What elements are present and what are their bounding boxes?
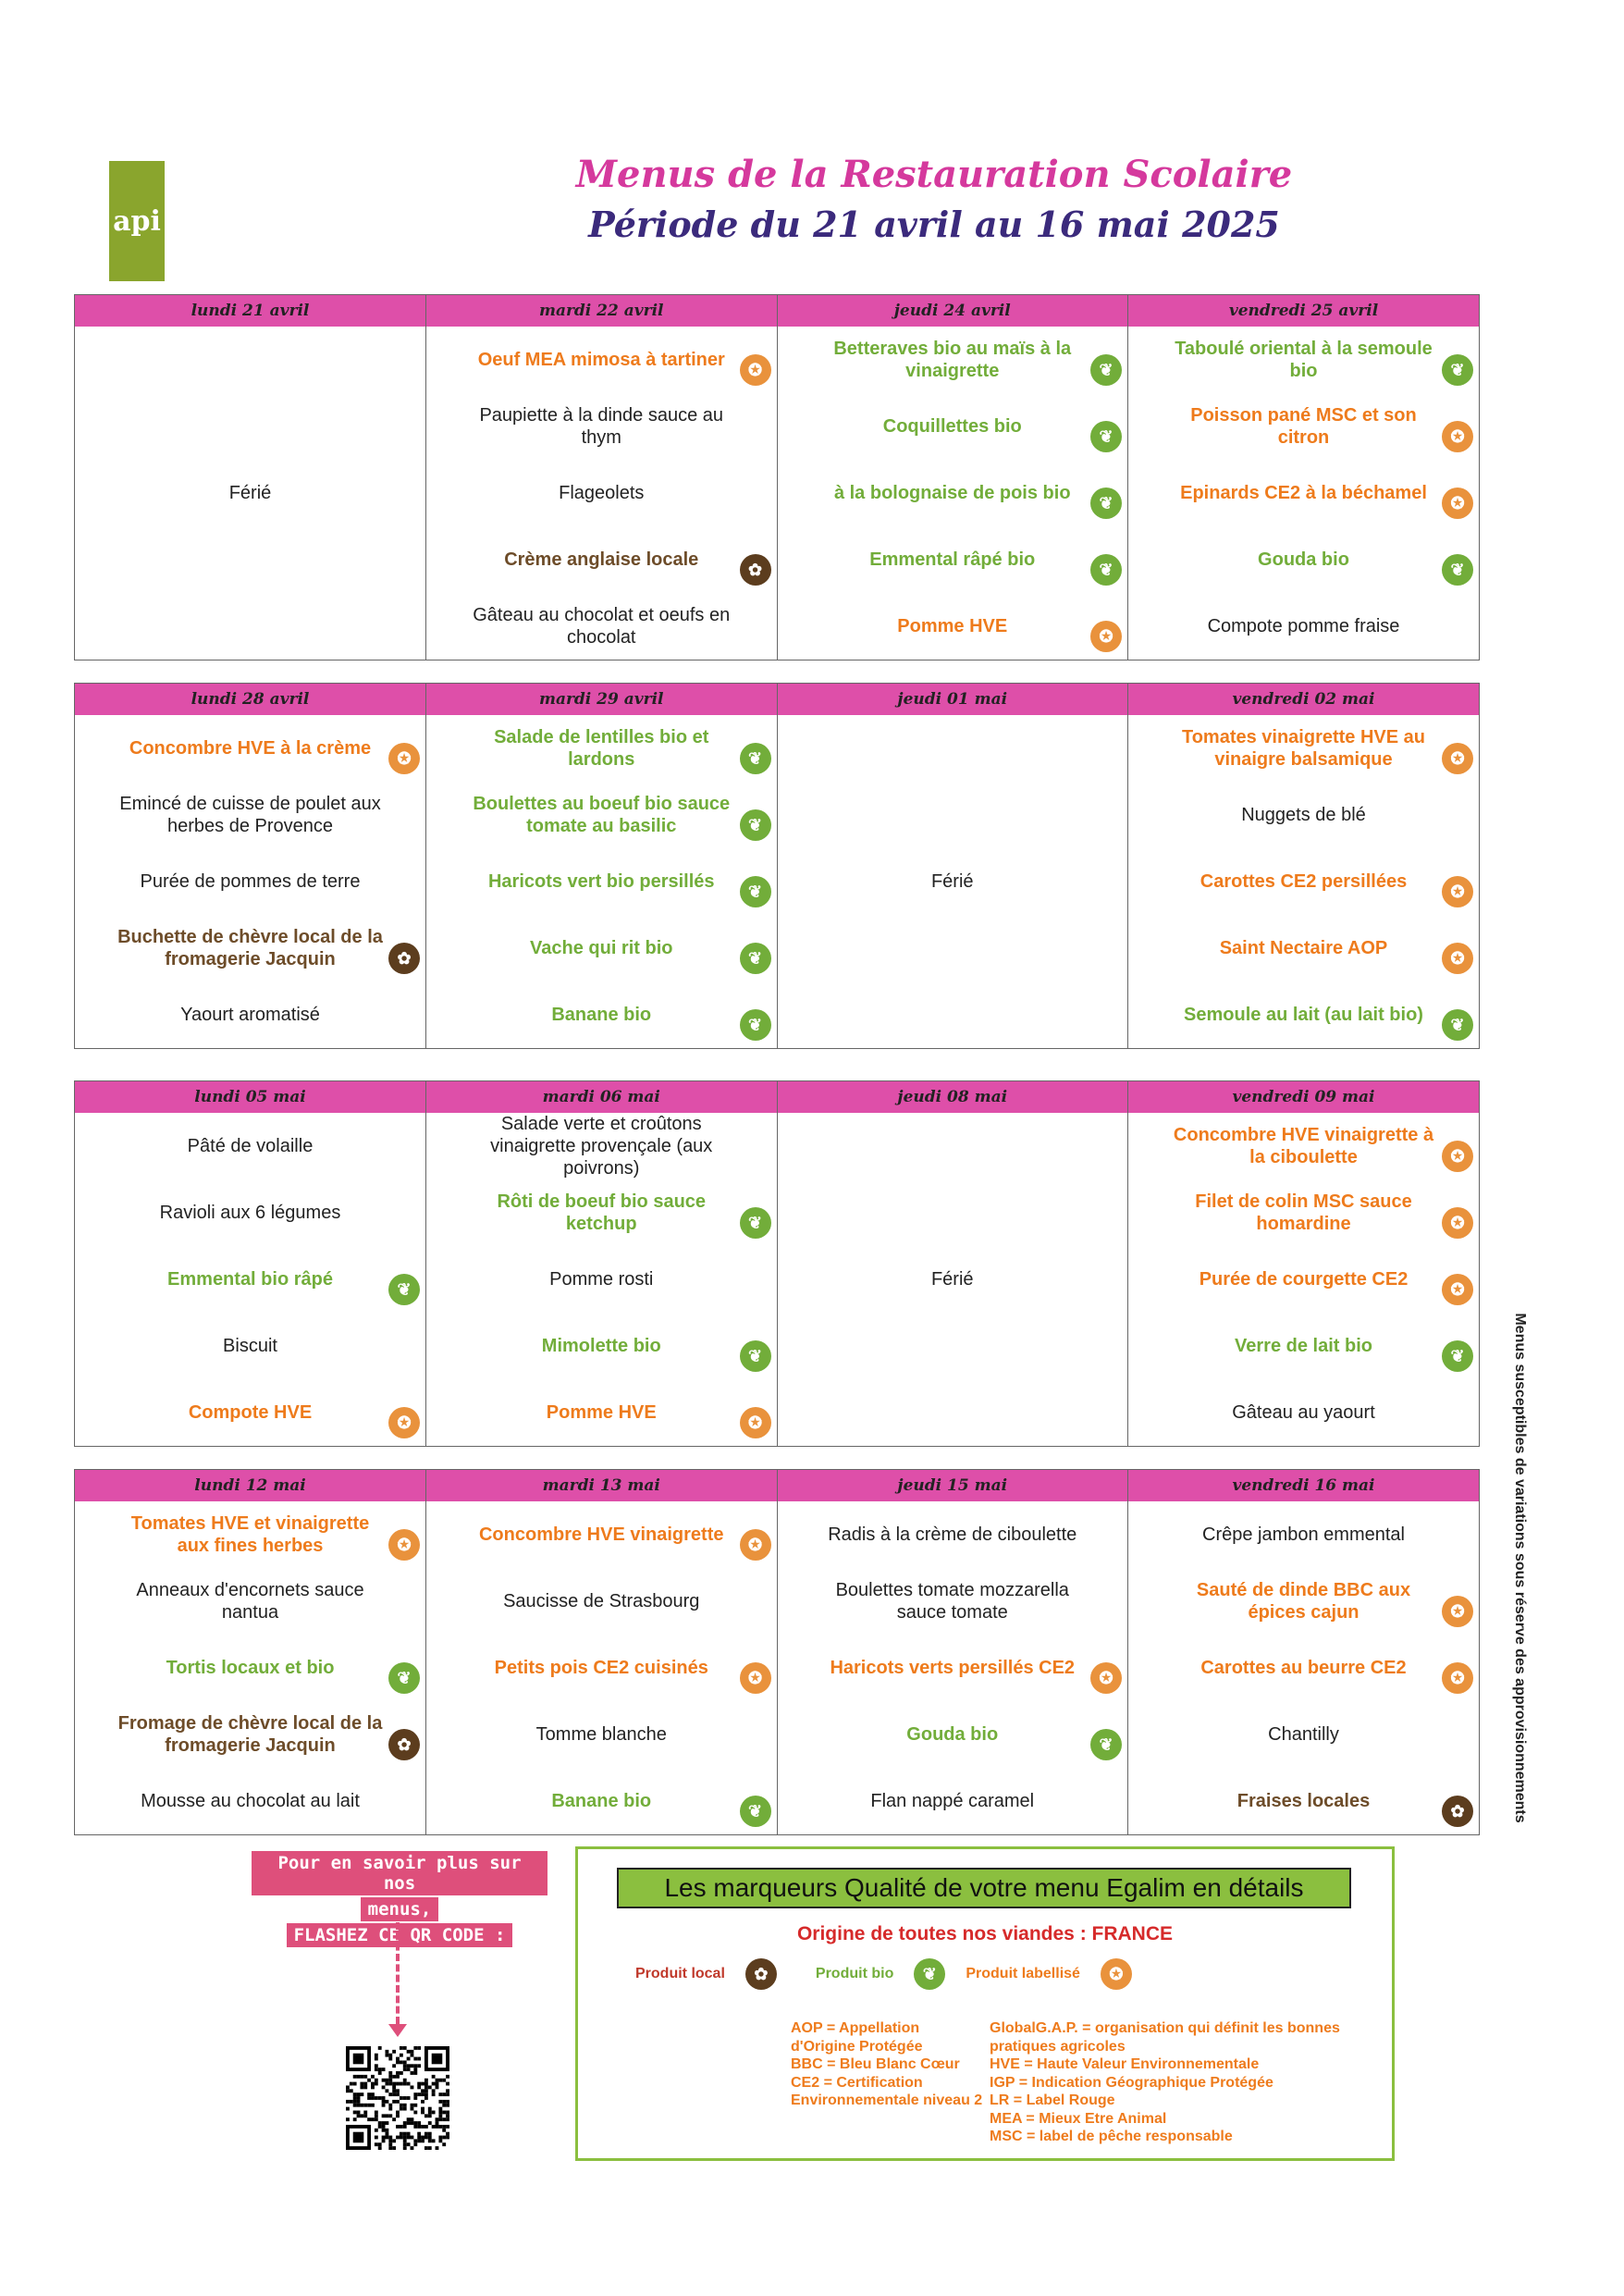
legend-local-label: Produit local bbox=[635, 1966, 725, 1981]
day-menu-cell bbox=[426, 1113, 778, 1446]
menu-item bbox=[75, 1701, 425, 1768]
menu-item bbox=[75, 915, 425, 981]
label-medal-icon: ✪ bbox=[1090, 1662, 1122, 1694]
menu-item bbox=[75, 1246, 425, 1313]
menu-item bbox=[426, 1701, 777, 1768]
abbreviation-line: BBC = Bleu Blanc Cœur bbox=[791, 2056, 960, 2072]
menu-item-text: Haricots verts persillés CE2 bbox=[830, 1658, 1076, 1678]
menu-item bbox=[1128, 1635, 1479, 1701]
menu-item bbox=[1128, 393, 1479, 460]
day-menu-cell bbox=[1128, 1113, 1480, 1446]
label-medal-icon: ✪ bbox=[1101, 1958, 1132, 1990]
menu-item bbox=[426, 848, 777, 915]
label-medal-icon: ✪ bbox=[1442, 943, 1473, 974]
bio-leaf-icon: ❦ bbox=[1442, 354, 1473, 386]
menu-item-text: Saucisse de Strasbourg bbox=[503, 1591, 700, 1611]
day-menu-cell bbox=[75, 715, 426, 1048]
menu-item-text: Compote pomme fraise bbox=[1207, 616, 1400, 636]
menu-item-text: Crêpe jambon emmental bbox=[1202, 1524, 1405, 1545]
supply-disclaimer: Menus susceptibles de variations sous réserve des approvisionnements bbox=[1512, 1313, 1528, 1823]
day-header: jeudi 24 avril bbox=[777, 295, 1128, 327]
menu-item bbox=[426, 1501, 777, 1568]
menu-item bbox=[1128, 1701, 1479, 1768]
abbreviation-line: CE2 = Certification bbox=[791, 2074, 923, 2091]
label-medal-icon: ✪ bbox=[1442, 1274, 1473, 1305]
menu-item-text: Concombre HVE vinaigrette bbox=[478, 1524, 724, 1545]
bio-leaf-icon: ❦ bbox=[740, 1009, 771, 1041]
menu-item-text: Tomates vinaigrette HVE au vinaigre balsamique bbox=[1181, 727, 1426, 770]
menu-item bbox=[1128, 782, 1479, 848]
menu-item bbox=[426, 1246, 777, 1313]
menu-item bbox=[1128, 1768, 1479, 1834]
menu-item bbox=[1128, 1246, 1479, 1313]
menu-item bbox=[426, 327, 777, 393]
menu-item-text: Oeuf MEA mimosa à tartiner bbox=[477, 350, 725, 370]
legend-label-label: Produit labellisé bbox=[966, 1966, 1080, 1981]
menu-item-text: Tomates HVE et vinaigrette aux fines herbes bbox=[130, 1513, 370, 1556]
menu-item-text: Coquillettes bio bbox=[882, 416, 1022, 437]
menu-item bbox=[1128, 981, 1479, 1048]
abbreviation-line: Environnementale niveau 2 bbox=[791, 2092, 983, 2108]
menu-item bbox=[1128, 1501, 1479, 1568]
arrow-head-icon bbox=[388, 2024, 407, 2037]
menu-item bbox=[426, 593, 777, 660]
menu-item bbox=[426, 1379, 777, 1446]
menu-item bbox=[75, 1568, 425, 1635]
day-menu-cell bbox=[75, 1501, 426, 1834]
menu-item-text: Pomme rosti bbox=[549, 1269, 654, 1290]
day-menu-cell bbox=[1128, 327, 1480, 660]
day-header: mardi 06 mai bbox=[426, 1081, 778, 1113]
menu-item bbox=[75, 1313, 425, 1379]
menu-item-text: Radis à la crème de ciboulette bbox=[828, 1524, 1077, 1545]
menu-item bbox=[778, 1501, 1128, 1568]
menu-item-text: Flan nappé caramel bbox=[870, 1791, 1035, 1811]
menu-item-text: Emmental bio râpé bbox=[167, 1269, 333, 1290]
day-header: vendredi 16 mai bbox=[1128, 1470, 1480, 1501]
day-header: mardi 29 avril bbox=[426, 684, 778, 715]
menu-item-text: Sauté de dinde BBC aux épices cajun bbox=[1196, 1580, 1411, 1623]
menu-item-text: Carottes au beurre CE2 bbox=[1200, 1658, 1407, 1678]
abbreviation-line: MEA = Mieux Etre Animal bbox=[990, 2110, 1167, 2127]
menu-item bbox=[778, 1701, 1128, 1768]
menu-item-text: Gouda bio bbox=[1258, 549, 1349, 570]
bio-leaf-icon: ❦ bbox=[740, 1207, 771, 1239]
menu-item bbox=[778, 526, 1128, 593]
menu-item-text: à la bolognaise de pois bio bbox=[833, 483, 1071, 503]
menu-item bbox=[1128, 848, 1479, 915]
page-title: Menus de la Restauration Scolaire bbox=[575, 153, 1293, 196]
label-medal-icon: ✪ bbox=[1090, 621, 1122, 652]
label-medal-icon: ✪ bbox=[740, 1407, 771, 1438]
menu-item-text: Rôti de boeuf bio sauce ketchup bbox=[497, 1191, 707, 1234]
menu-item-text: Filet de colin MSC sauce homardine bbox=[1195, 1191, 1412, 1234]
menu-item bbox=[778, 460, 1128, 526]
day-header: mardi 22 avril bbox=[426, 295, 778, 327]
day-menu-cell bbox=[426, 715, 778, 1048]
day-header: vendredi 09 mai bbox=[1128, 1081, 1480, 1113]
menu-item-text: Pâté de volaille bbox=[187, 1136, 314, 1156]
menu-item-text: Salade verte et croûtons vinaigrette provençale (aux poivrons) bbox=[490, 1114, 713, 1179]
bio-leaf-icon: ❦ bbox=[740, 743, 771, 774]
local-product-icon: ✿ bbox=[740, 554, 771, 586]
menu-item bbox=[426, 981, 777, 1048]
bio-leaf-icon: ❦ bbox=[1090, 1729, 1122, 1760]
abbreviation-line: HVE = Haute Valeur Environnementale bbox=[990, 2056, 1260, 2072]
menu-item bbox=[75, 1768, 425, 1834]
label-medal-icon: ✪ bbox=[1442, 488, 1473, 519]
label-medal-icon: ✪ bbox=[1442, 1662, 1473, 1694]
label-medal-icon: ✪ bbox=[1442, 876, 1473, 907]
legend-keys bbox=[635, 1958, 1132, 1990]
abbreviation-line: LR = Label Rouge bbox=[990, 2092, 1115, 2108]
menu-item bbox=[426, 393, 777, 460]
abbreviation-line: GlobalG.A.P. = organisation qui définit les bonnes bbox=[990, 2020, 1340, 2036]
menu-item bbox=[426, 1568, 777, 1635]
day-menu-cell bbox=[777, 1501, 1128, 1834]
abbreviation-line: pratiques agricoles bbox=[990, 2038, 1126, 2055]
bio-leaf-icon: ❦ bbox=[1442, 1340, 1473, 1372]
menu-item-text: Banane bio bbox=[551, 1791, 652, 1811]
menu-item-text: Gâteau au chocolat et oeufs en chocolat bbox=[473, 605, 731, 648]
holiday-label: Férié bbox=[228, 482, 272, 503]
menu-item bbox=[75, 782, 425, 848]
local-product-icon: ✿ bbox=[745, 1958, 777, 1990]
day-header: lundi 05 mai bbox=[75, 1081, 426, 1113]
menu-item bbox=[426, 915, 777, 981]
menu-item-text: Boulettes tomate mozzarella sauce tomate bbox=[835, 1580, 1069, 1623]
abbr-left bbox=[791, 2019, 982, 2110]
menu-item bbox=[426, 1113, 777, 1179]
menu-item bbox=[426, 1768, 777, 1834]
bio-leaf-icon: ❦ bbox=[1090, 354, 1122, 386]
menu-item-text: Poisson pané MSC et son citron bbox=[1190, 405, 1417, 448]
menu-item bbox=[75, 981, 425, 1048]
qr-code[interactable] bbox=[346, 2046, 449, 2150]
menu-item-text: Saint Nectaire AOP bbox=[1219, 938, 1388, 958]
menu-item-text: Pomme HVE bbox=[546, 1402, 657, 1423]
menu-item-text: Buchette de chèvre local de la fromagerie Jacquin bbox=[117, 927, 383, 969]
menu-item-text: Semoule au lait (au lait bio) bbox=[1184, 1005, 1423, 1025]
menu-item-text: Mimolette bio bbox=[541, 1336, 661, 1356]
menu-item-text: Petits pois CE2 cuisinés bbox=[494, 1658, 708, 1678]
day-header: mardi 13 mai bbox=[426, 1470, 778, 1501]
day-menu-cell bbox=[75, 1113, 426, 1446]
menu-item bbox=[1128, 1568, 1479, 1635]
menu-item-text: Epinards CE2 à la béchamel bbox=[1180, 483, 1427, 503]
menu-item-text: Concombre HVE vinaigrette à la ciboulette bbox=[1173, 1125, 1434, 1167]
local-product-icon: ✿ bbox=[388, 943, 420, 974]
abbreviation-line: MSC = label de pêche responsable bbox=[990, 2129, 1233, 2144]
bio-leaf-icon: ❦ bbox=[388, 1662, 420, 1694]
day-menu-cell bbox=[1128, 715, 1480, 1048]
bio-leaf-icon: ❦ bbox=[388, 1274, 420, 1305]
menu-item bbox=[75, 1635, 425, 1701]
menu-item-text: Biscuit bbox=[223, 1336, 277, 1356]
menu-item bbox=[75, 1501, 425, 1568]
promo-line: Pour en savoir plus sur nos bbox=[252, 1851, 547, 1895]
bio-leaf-icon: ❦ bbox=[1090, 488, 1122, 519]
menu-item-text: Salade de lentilles bio et lardons bbox=[494, 727, 709, 770]
bio-leaf-icon: ❦ bbox=[740, 1340, 771, 1372]
menu-item-text: Haricots vert bio persillés bbox=[487, 871, 715, 892]
menu-item-text: Purée de courgette CE2 bbox=[1199, 1269, 1409, 1290]
day-header: lundi 21 avril bbox=[75, 295, 426, 327]
day-menu-cell bbox=[777, 715, 1128, 1048]
menu-item bbox=[1128, 327, 1479, 393]
menu-item bbox=[778, 1768, 1128, 1834]
menu-item bbox=[426, 526, 777, 593]
period-subtitle: Période du 21 avril au 16 mai 2025 bbox=[588, 204, 1280, 245]
local-product-icon: ✿ bbox=[388, 1729, 420, 1760]
menu-item bbox=[778, 1635, 1128, 1701]
menu-item-text: Taboulé oriental à la semoule bio bbox=[1175, 339, 1433, 381]
holiday-label: Férié bbox=[930, 1268, 974, 1290]
menu-item bbox=[75, 1179, 425, 1246]
label-medal-icon: ✪ bbox=[1442, 743, 1473, 774]
menu-item bbox=[1128, 1113, 1479, 1179]
bio-leaf-icon: ❦ bbox=[914, 1958, 945, 1990]
menu-item-text: Banane bio bbox=[551, 1005, 652, 1025]
day-header: vendredi 25 avril bbox=[1128, 295, 1480, 327]
menu-item bbox=[1128, 715, 1479, 782]
day-header: lundi 28 avril bbox=[75, 684, 426, 715]
menu-item-text: Fraises locales bbox=[1236, 1791, 1371, 1811]
menu-item bbox=[426, 1179, 777, 1246]
menu-item bbox=[1128, 593, 1479, 660]
day-menu-cell bbox=[426, 1501, 778, 1834]
menu-item bbox=[426, 1635, 777, 1701]
menu-item-text: Crème anglaise locale bbox=[504, 549, 699, 570]
abbreviation-line: d'Origine Protégée bbox=[791, 2038, 923, 2055]
menu-item-text: Ravioli aux 6 légumes bbox=[159, 1203, 341, 1223]
label-medal-icon: ✪ bbox=[1442, 1141, 1473, 1172]
menu-item-text: Anneaux d'encornets sauce nantua bbox=[136, 1580, 364, 1623]
menu-item bbox=[1128, 915, 1479, 981]
menu-item bbox=[778, 593, 1128, 660]
menu-item-text: Gouda bio bbox=[906, 1724, 999, 1745]
bio-leaf-icon: ❦ bbox=[1090, 554, 1122, 586]
menu-item bbox=[1128, 1379, 1479, 1446]
local-product-icon: ✿ bbox=[1442, 1796, 1473, 1827]
menu-item bbox=[75, 1379, 425, 1446]
day-menu-cell bbox=[426, 327, 778, 660]
bio-leaf-icon: ❦ bbox=[1442, 554, 1473, 586]
menu-item bbox=[778, 1568, 1128, 1635]
menu-item bbox=[1128, 460, 1479, 526]
promo-line: FLASHEZ CE QR CODE : bbox=[287, 1923, 513, 1947]
week-menu-table bbox=[74, 1080, 1480, 1447]
menu-item bbox=[426, 715, 777, 782]
menu-item-text: Carottes CE2 persillées bbox=[1200, 871, 1408, 892]
menu-item-text: Tortis locaux et bio bbox=[166, 1658, 335, 1678]
menu-item-text: Yaourt aromatisé bbox=[180, 1005, 320, 1025]
menu-item-text: Flageolets bbox=[559, 483, 645, 503]
week-menu-table bbox=[74, 1469, 1480, 1835]
abbr-right bbox=[990, 2019, 1340, 2146]
day-header: vendredi 02 mai bbox=[1128, 684, 1480, 715]
menu-item-text: Verre de lait bio bbox=[1235, 1336, 1372, 1356]
menu-item-text: Purée de pommes de terre bbox=[140, 871, 361, 892]
menu-item bbox=[426, 460, 777, 526]
day-menu-cell bbox=[1128, 1501, 1480, 1834]
label-medal-icon: ✪ bbox=[1442, 1207, 1473, 1239]
menu-item bbox=[1128, 1179, 1479, 1246]
quality-legend bbox=[575, 1846, 1395, 2161]
menu-item-text: Boulettes au boeuf bio sauce tomate au basilic bbox=[473, 794, 731, 836]
menu-item bbox=[75, 715, 425, 782]
menu-item-text: Betteraves bio au maïs à la vinaigrette bbox=[833, 339, 1072, 381]
label-medal-icon: ✪ bbox=[388, 1529, 420, 1561]
menu-item bbox=[1128, 1313, 1479, 1379]
day-menu-cell bbox=[75, 327, 426, 660]
menu-item bbox=[75, 848, 425, 915]
day-menu-cell bbox=[777, 327, 1128, 660]
label-medal-icon: ✪ bbox=[1442, 421, 1473, 452]
menu-item-text: Nuggets de blé bbox=[1241, 805, 1366, 825]
bio-leaf-icon: ❦ bbox=[1442, 1009, 1473, 1041]
abbreviation-line: AOP = Appellation bbox=[791, 2020, 920, 2036]
menu-item-text: Vache qui rit bio bbox=[530, 938, 673, 958]
legend-bio-label: Produit bio bbox=[815, 1966, 894, 1981]
promo-line: menus, bbox=[361, 1897, 439, 1921]
bio-leaf-icon: ❦ bbox=[740, 1796, 771, 1827]
api-logo: api bbox=[109, 161, 165, 281]
menu-item-text: Emmental râpé bio bbox=[869, 549, 1036, 570]
menu-item bbox=[778, 327, 1128, 393]
menu-item-text: Mousse au chocolat au lait bbox=[141, 1791, 360, 1811]
label-medal-icon: ✪ bbox=[740, 1662, 771, 1694]
menu-item bbox=[1128, 526, 1479, 593]
bio-leaf-icon: ❦ bbox=[740, 943, 771, 974]
menu-item-text: Compote HVE bbox=[188, 1402, 313, 1423]
menu-item-text: Pomme HVE bbox=[897, 616, 1008, 636]
menu-item bbox=[426, 1313, 777, 1379]
menu-item-text: Tomme blanche bbox=[535, 1724, 667, 1745]
bio-leaf-icon: ❦ bbox=[1090, 421, 1122, 452]
week-menu-table bbox=[74, 683, 1480, 1049]
day-header: jeudi 01 mai bbox=[777, 684, 1128, 715]
menu-item-text: Gâteau au yaourt bbox=[1232, 1402, 1375, 1423]
legend-title: Les marqueurs Qualité de votre menu Egalim en détails bbox=[617, 1868, 1351, 1908]
label-medal-icon: ✪ bbox=[740, 354, 771, 386]
week-menu-table bbox=[74, 294, 1480, 660]
label-medal-icon: ✪ bbox=[388, 1407, 420, 1438]
menu-item-text: Paupiette à la dinde sauce au thym bbox=[479, 405, 724, 448]
day-header: jeudi 08 mai bbox=[777, 1081, 1128, 1113]
bio-leaf-icon: ❦ bbox=[740, 876, 771, 907]
menu-item bbox=[778, 393, 1128, 460]
label-medal-icon: ✪ bbox=[740, 1529, 771, 1561]
day-header: lundi 12 mai bbox=[75, 1470, 426, 1501]
day-header: jeudi 15 mai bbox=[777, 1470, 1128, 1501]
day-menu-cell bbox=[777, 1113, 1128, 1446]
menu-item bbox=[75, 1113, 425, 1179]
bio-leaf-icon: ❦ bbox=[740, 809, 771, 841]
menu-item bbox=[426, 782, 777, 848]
menu-item-text: Emincé de cuisse de poulet aux herbes de Provence bbox=[119, 794, 381, 836]
meat-origin: Origine de toutes nos viandes : FRANCE bbox=[796, 1923, 1174, 1944]
label-medal-icon: ✪ bbox=[388, 743, 420, 774]
menu-item-text: Concombre HVE à la crème bbox=[129, 738, 372, 759]
menu-item-text: Chantilly bbox=[1268, 1724, 1339, 1745]
dashed-arrow bbox=[396, 1922, 403, 2024]
holiday-label: Férié bbox=[930, 870, 974, 892]
menu-item-text: Fromage de chèvre local de la fromagerie Jacquin bbox=[117, 1713, 383, 1756]
abbreviation-line: IGP = Indication Géographique Protégée bbox=[990, 2074, 1273, 2091]
label-medal-icon: ✪ bbox=[1442, 1596, 1473, 1627]
